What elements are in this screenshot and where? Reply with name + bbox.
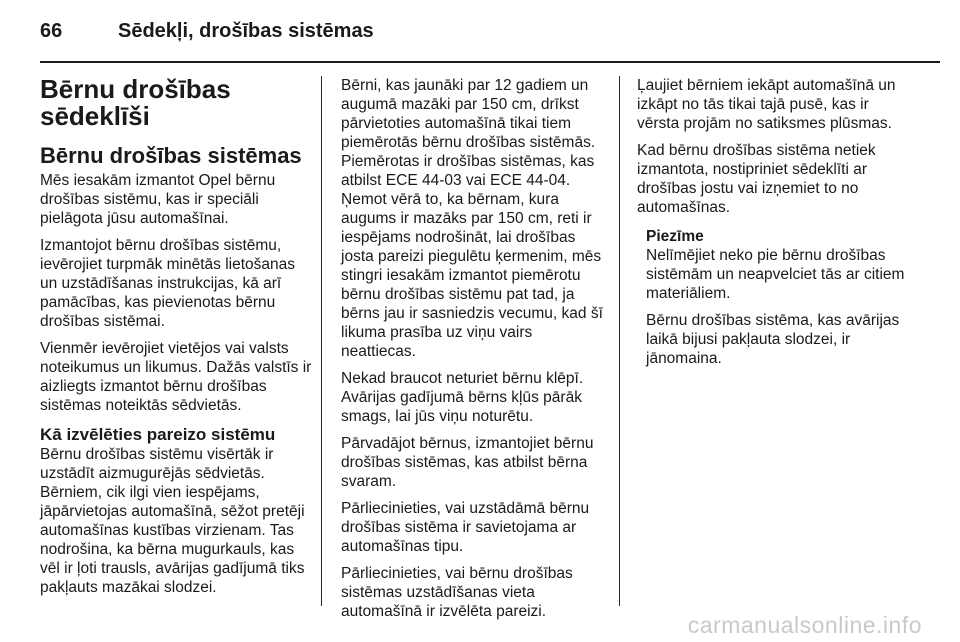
column-2: [341, 76, 609, 629]
paragraph: Pārvadājot bērnus, izmantojiet bērnu drošības sistēmas, kas atbilst bērna svaram.: [341, 435, 594, 490]
paragraph: Vienmēr ievērojiet vietējos vai valsts noteikumus un likumus. Dažās valstīs ir aizliegts izmantot bērnu drošības sistēmas noteiktās sēdvietās.: [40, 340, 312, 414]
note-paragraph: Nelīmējiet neko pie bērnu drošības sistēmām un neapvelciet tās ar citiem materiāliem.: [646, 247, 905, 302]
paragraph: Bērni, kas jaunāki par 12 gadiem un augumā mazāki par 150 cm, drīkst pārvietoties automašīnā tikai tiem piemērotās bērnu drošības sistēmās. Piemērotas ir drošības sistēmas, kas atbilst ECE 44-03 vai ECE 44-04. Ņemot vērā to, ka bērnam, kura augums ir mazāks par 150 cm, reti ir iespējams nodrošināt, lai drošības josta pareizi piegulētu ķermenim, mēs stingri iesakām izmantot piemērotu bērnu drošības sistēmu pat tad, ja bērns jau ir sasniedzis vecumu, kad šī likuma prasība uz viņu vairs neattiecas.: [341, 77, 603, 360]
paragraph: Ļaujiet bērniem iekāpt automašīnā un izkāpt no tās tikai tajā pusē, kas ir vērsta projām no satiksmes plūsmas.: [637, 77, 896, 132]
paragraph: Kad bērnu drošības sistēma netiek izmantota, nostipriniet sēdeklīti ar drošības jostu vai izņemiet to no automašīnas.: [637, 142, 876, 216]
header-rule: [40, 61, 940, 63]
note-box: [646, 227, 905, 368]
paragraph: Mēs iesakām izmantot Opel bērnu drošības sistēmu, kas ir speciāli pielāgota jūsu automašīnai.: [40, 172, 276, 227]
paragraph: Bērnu drošības sistēmu visērtāk ir uzstādīt aizmugurējās sēdvietās.: [40, 446, 274, 482]
note-paragraph: Bērnu drošības sistēma, kas avārijas laikā bijusi pakļauta slodzei, ir jānomaina.: [646, 312, 900, 367]
chapter-title: Sēdekļi, drošības sistēmas: [118, 20, 374, 42]
main-heading: Bērnu drošības sēdeklīši: [40, 74, 231, 131]
page-number: 66: [40, 20, 63, 42]
column-divider: [321, 76, 322, 606]
paragraph: Izmantojot bērnu drošības sistēmu, ievērojiet turpmāk minētās lietošanas un uzstādīšanas instrukcijas, kā arī pamācības, kas pievienotas bērnu drošības sistēmai.: [40, 237, 296, 330]
section-heading: Bērnu drošības sistēmas: [40, 143, 302, 168]
watermark: carmanualsonline.info: [687, 612, 922, 638]
column-1: [40, 76, 312, 605]
page-header: [40, 20, 374, 50]
paragraph: Pārliecinieties, vai bērnu drošības sistēmas uzstādīšanas vieta automašīnā ir izvēlēta pareizi.: [341, 565, 573, 620]
subheading: Kā izvēlēties pareizo sistēmu: [40, 425, 276, 444]
paragraph: Bērniem, cik ilgi vien iespējams, jāpārvietojas automašīnā, sēžot pretēji automašīnas kustības virzienam. Tas nodrošina, ka bērna mugurkauls, kas vēl ir ļoti trausls, avārijas gadījumā tiks pakļauts mazākai slodzei.: [40, 484, 305, 596]
paragraph: Nekad braucot neturiet bērnu klēpī. Avārijas gadījumā bērns kļūs pārāk smags, lai jūs viņu noturētu.: [341, 370, 584, 425]
column-3: [637, 76, 905, 376]
column-divider: [619, 76, 620, 606]
note-title: Piezīme: [646, 228, 704, 245]
paragraph: Pārliecinieties, vai uzstādāmā bērnu drošības sistēma ir savietojama ar automašīnas tipu.: [341, 500, 590, 555]
